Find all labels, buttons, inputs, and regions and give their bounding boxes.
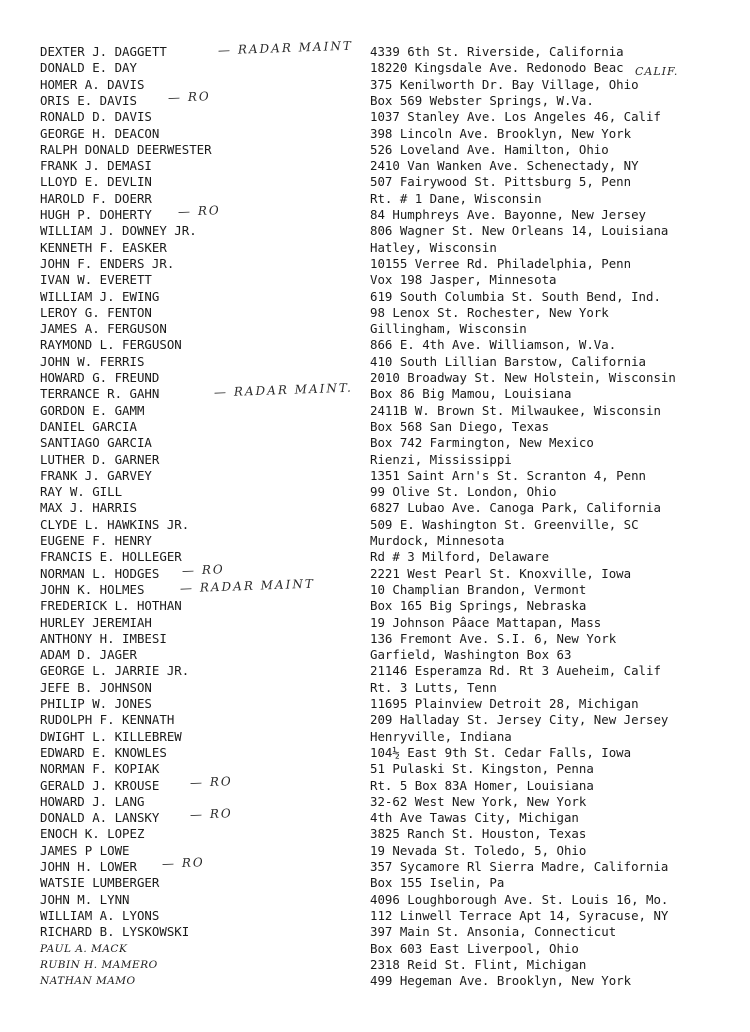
roster-row [40,875,740,891]
roster-row [40,647,740,663]
roster-row [40,203,740,223]
roster-row [40,468,740,484]
person-name: CLYDE L. HAWKINS JR. [40,516,190,532]
roster-row [40,941,740,957]
person-name: PAUL A. MACK [40,942,128,955]
roster-row [40,680,740,696]
roster-row [40,729,740,745]
roster-row [40,240,740,256]
roster-row [40,77,740,93]
person-address: 84 Humphreys Ave. Bayonne, New Jersey [370,207,647,222]
person-address: 6827 Lubao Ave. Canoga Park, California [370,500,661,516]
person-address: 2411B W. Brown St. Milwaukee, Wisconsin [370,402,661,418]
person-name: RICHARD B. LYSKOWSKI [40,924,190,940]
person-name: ENOCH K. LOPEZ [40,826,145,842]
roster-row [40,337,740,353]
person-name: GERALD J. KROUSE [40,777,160,793]
person-address: Vox 198 Jasper, Minnesota [370,272,557,288]
person-address: 10 Champlian Brandon, Vermont [370,581,587,597]
handwritten-note: — RADAR MAINT [217,38,354,58]
person-address: 1037 Stanley Ave. Los Angeles 46, Calif [370,109,661,125]
person-address: 509 E. Washington St. Greenville, SC [370,516,639,532]
person-name: JOHN H. LOWER [40,859,137,874]
person-address: 4339 6th St. Riverside, California [370,44,624,59]
person-address: Henryville, Indiana [370,728,512,744]
person-name: FRANK J. GARVEY [40,467,152,483]
roster-row [40,598,740,614]
person-name: RONALD D. DAVIS [40,109,152,125]
person-address: Hatley, Wisconsin [370,239,497,255]
person-address: 398 Lincoln Ave. Brooklyn, New York [370,125,632,141]
roster-row [40,380,740,402]
roster-row [40,843,740,859]
person-address: 104½ East 9th St. Cedar Falls, Iowa [370,744,632,760]
roster-row [40,403,740,419]
roster-row [40,908,740,924]
person-address: 32-62 West New York, New York [370,793,587,809]
roster-row [40,256,740,272]
person-address: Murdock, Minnesota [370,533,505,548]
roster-row [40,957,740,973]
roster-row [40,826,740,842]
person-address: 136 Fremont Ave. S.I. 6, New York [370,630,617,646]
person-name: LLOYD E. DEVLIN [40,174,152,190]
person-name: GORDON E. GAMM [40,402,145,418]
person-name: ANTHONY H. IMBESI [40,630,167,646]
person-address: Rienzi, Mississippi [370,451,512,467]
person-address: Rt. 3 Lutts, Tenn [370,679,497,695]
person-name: NATHAN MAMO [40,975,136,988]
person-address: 18220 Kingsdale Ave. Redonodo Beac [370,60,624,76]
roster-row [40,419,740,435]
roster-row [40,924,740,940]
person-address: 526 Loveland Ave. Hamilton, Ohio [370,141,609,157]
handwritten-note: — RADAR MAINT [179,576,316,596]
person-address: 4096 Loughborough Ave. St. Louis 16, Mo. [370,891,669,907]
roster-row [40,892,740,908]
roster-row [40,561,740,582]
roster-row [40,354,740,370]
person-address: 507 Fairywood St. Pittsburg 5, Penn [370,174,632,190]
roster-row [40,615,740,631]
roster-row [40,109,740,125]
person-address: 397 Main St. Ansonia, Connecticut [370,924,617,940]
handwritten-note: — RO [189,806,233,822]
roster-row [40,305,740,321]
roster-row [40,973,740,989]
person-name: HOWARD J. LANG [40,793,145,809]
person-address: 3825 Ranch St. Houston, Texas [370,826,587,842]
person-address: 2318 Reid St. Flint, Michigan [370,956,587,972]
person-name: FRANCIS E. HOLLEGER [40,549,182,565]
roster-row [40,126,740,142]
person-name: DWIGHT L. KILLEBREW [40,728,182,744]
person-address: 209 Halladay St. Jersey City, New Jersey [370,712,669,728]
person-address: 806 Wagner St. New Orleans 14, Louisiana [370,223,669,239]
person-name: DONALD E. DAY [40,60,137,76]
person-address: 19 Johnson Pâace Mattapan, Mass [370,614,602,630]
person-address: 21146 Esperamza Rd. Rt 3 Aueheim, Calif [370,663,661,679]
roster-row [40,794,740,810]
person-name: MAX J. HARRIS [40,500,137,516]
roster-row [40,745,740,761]
person-name: JAMES A. FERGUSON [40,321,167,337]
person-address: 619 South Columbia St. South Bend, Ind. [370,288,661,304]
roster-row [40,549,740,565]
handwritten-note: — RO [161,855,205,871]
person-address: Box 603 East Liverpool, Ohio [370,940,579,956]
roster-row [40,712,740,728]
person-name: RUBIN H. MAMERO [40,958,158,971]
person-name: WILLIAM A. LYONS [40,907,160,923]
person-name: JOHN F. ENDERS JR. [40,255,175,271]
person-name: JEFE B. JOHNSON [40,679,152,695]
roster-row [40,174,740,190]
person-address: 866 E. 4th Ave. Williamson, W.Va. [370,337,617,353]
person-address: 499 Hegeman Ave. Brooklyn, New York [370,973,632,989]
person-address: 112 Linwell Terrace Apt 14, Syracuse, NY [370,907,669,923]
person-name: RAYMOND L. FERGUSON [40,337,182,353]
roster-row [40,321,740,337]
person-name: ORIS E. DAVIS [40,92,137,108]
person-name: DANIEL GARCIA [40,418,137,434]
person-name: RUDOLPH F. KENNATH [40,712,175,728]
person-address: 99 Olive St. London, Ohio [370,484,557,500]
roster-row [40,517,740,533]
roster-row [40,60,740,76]
roster-row [40,855,740,875]
handwritten-note: — RO [189,773,233,790]
roster-row [40,663,740,679]
person-name: HAROLD F. DOERR [40,190,152,206]
person-address: Rt. 5 Box 83A Homer, Louisiana [370,777,594,793]
person-name: PHILIP W. JONES [40,696,152,711]
person-name: RAY W. GILL [40,484,123,500]
person-name: JOHN K. HOLMES [40,581,145,597]
person-address: Box 568 San Diego, Texas [370,418,550,434]
roster-row [40,484,740,500]
person-address: 98 Lenox St. Rochester, New York [370,304,609,320]
roster-row [40,38,740,60]
person-address: 410 South Lillian Barstow, California [370,353,647,369]
person-name: KENNETH F. EASKER [40,239,167,255]
person-address: 51 Pulaski St. Kingston, Penna [370,761,594,777]
roster-row [40,370,740,386]
person-name: NORMAN L. HODGES [40,565,160,581]
roster-row [40,89,740,109]
person-address: 2221 West Pearl St. Knoxville, Iowa [370,565,632,581]
person-name: JAMES P LOWE [40,842,130,858]
person-address: Box 155 Iselin, Pa [370,875,505,891]
roster-row [40,533,740,549]
roster-row [40,435,740,451]
person-name: LEROY G. FENTON [40,304,152,320]
roster-row [40,158,740,174]
person-name: HURLEY JEREMIAH [40,614,152,630]
person-name: TERRANCE R. GAHN [40,386,160,402]
person-name: FRANK J. DEMASI [40,158,152,174]
person-name: EUGENE F. HENRY [40,533,152,548]
roster-row [40,773,740,794]
roster-row [40,191,740,207]
person-address: Gillingham, Wisconsin [370,321,527,337]
roster-row [40,806,740,826]
person-name: LUTHER D. GARNER [40,451,160,467]
person-name: GEORGE L. JARRIE JR. [40,663,190,679]
roster-row [40,223,740,239]
person-name: DONALD A. LANSKY [40,810,160,826]
person-address: 19 Nevada St. Toledo, 5, Ohio [370,842,587,858]
roster-row [40,289,740,305]
person-address: 10155 Verree Rd. Philadelphia, Penn [370,255,632,271]
roster-row [40,272,740,288]
person-address: 2010 Broadway St. New Holstein, Wisconsin [370,370,676,385]
person-address: 357 Sycamore Rl Sierra Madre, California [370,859,669,874]
roster-row [40,696,740,712]
person-name: WILLIAM J. EWING [40,288,160,304]
person-address: Box 569 Webster Springs, W.Va. [370,92,594,108]
person-address: 11695 Plainview Detroit 28, Michigan [370,696,639,711]
person-address: Box 742 Farmington, New Mexico [370,435,594,451]
person-name: ADAM D. JAGER [40,647,137,663]
person-name: GEORGE H. DEACON [40,125,160,141]
person-name: FREDERICK L. HOTHAN [40,598,182,614]
person-address: Rd # 3 Milford, Delaware [370,549,550,565]
person-address: 2410 Van Wanken Ave. Schenectady, NY [370,158,639,174]
handwritten-note: — RO [167,89,211,105]
roster-row [40,452,740,468]
handwritten-calif-annotation: CALIF. [635,65,679,78]
roster-row [40,142,740,158]
person-address: Box 86 Big Mamou, Louisiana [370,386,572,402]
handwritten-note: — RO [181,561,225,578]
person-name: WILLIAM J. DOWNEY JR. [40,223,197,239]
roster-row [40,631,740,647]
handwritten-note: — RO [177,203,221,219]
person-name: HUGH P. DOHERTY [40,207,152,222]
person-name: HOWARD G. FREUND [40,370,160,385]
person-address: Rt. # 1 Dane, Wisconsin [370,190,542,206]
person-name: HOMER A. DAVIS [40,76,145,92]
roster-row [40,576,740,598]
person-name: RALPH DONALD DEERWESTER [40,141,212,157]
person-address: 4th Ave Tawas City, Michigan [370,810,579,826]
handwritten-note: — RADAR MAINT. [213,380,354,400]
person-name: WATSIE LUMBERGER [40,875,160,891]
person-name: JOHN M. LYNN [40,891,130,907]
person-name: NORMAN F. KOPIAK [40,761,160,777]
person-name: DEXTER J. DAGGETT [40,44,167,59]
person-address: 1351 Saint Arn's St. Scranton 4, Penn [370,467,647,483]
roster-row [40,761,740,777]
person-name: SANTIAGO GARCIA [40,435,152,451]
person-name: EDWARD E. KNOWLES [40,744,167,760]
person-name: IVAN W. EVERETT [40,272,152,288]
roster-row [40,500,740,516]
person-address: Box 165 Big Springs, Nebraska [370,598,587,614]
person-name: JOHN W. FERRIS [40,353,145,369]
person-address: Garfield, Washington Box 63 [370,647,572,663]
person-address: 375 Kenilworth Dr. Bay Village, Ohio [370,76,639,92]
